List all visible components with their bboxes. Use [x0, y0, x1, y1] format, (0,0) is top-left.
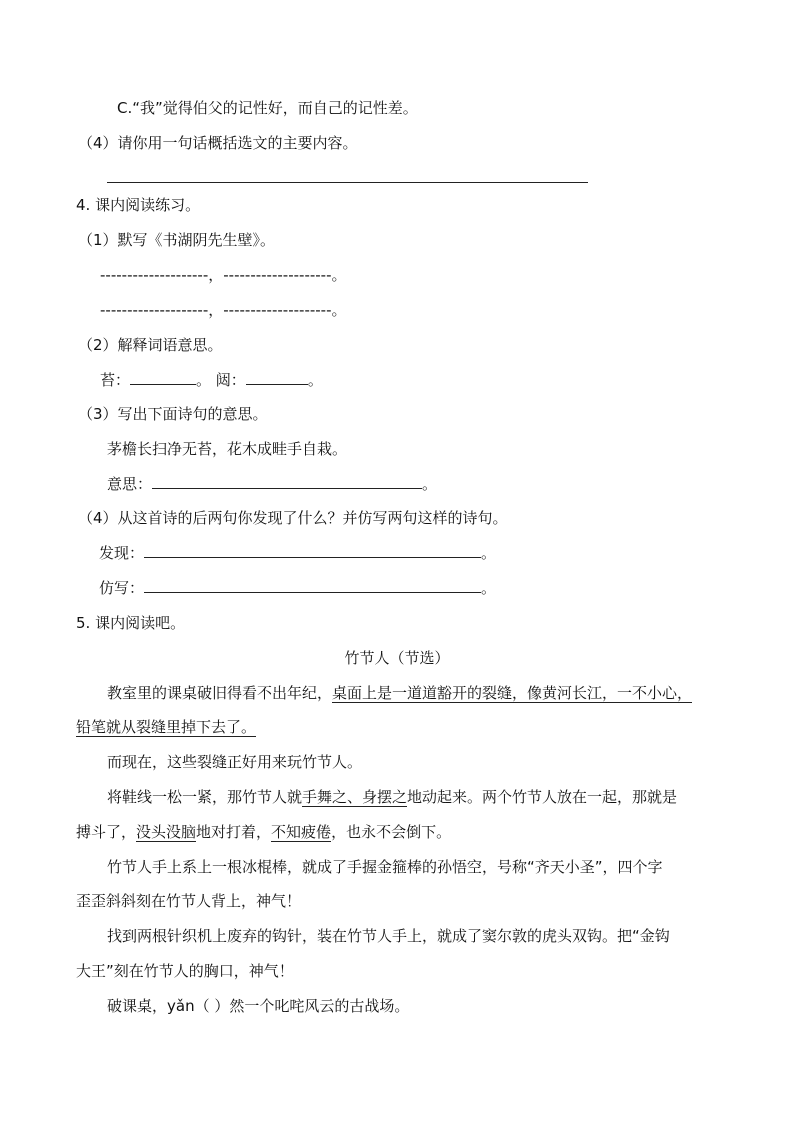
- imitate-row: [99, 578, 496, 598]
- p1-underlined-2: 铅笔就从裂缝里掉下去了。: [76, 718, 257, 736]
- answer-line[interactable]: [107, 182, 588, 183]
- p1-underlined: 桌面上是一道道豁开的裂缝，像黄河长江，一不小心，: [332, 684, 693, 702]
- option-c: C.“我”觉得伯父的记性好，而自己的记性差。: [117, 99, 418, 117]
- q4-title: 4. 课内阅读练习。: [76, 196, 201, 214]
- p3-text-a: 将鞋线一松一紧，那竹节人就: [107, 788, 303, 806]
- imitate-end: 。: [481, 579, 497, 597]
- discover-blank[interactable]: [144, 543, 481, 558]
- paragraph-5-line-2: 大王”刻在竹节人的胸口，神气！: [76, 962, 294, 980]
- p3-underlined-3: 不知疲倦: [271, 823, 332, 841]
- imitate-label: 仿写：: [99, 579, 145, 597]
- paragraph-4-line-2: 歪歪斜斜刻在竹节人背上，神气！: [76, 892, 302, 910]
- meaning-row: [107, 474, 437, 494]
- paragraph-3-line-2: [76, 822, 451, 842]
- word-2-label: 闼：: [215, 371, 246, 389]
- dictation-line-1[interactable]: --------------------，--------------------。: [100, 266, 347, 284]
- meaning-blank[interactable]: [152, 474, 422, 489]
- q4-sub3: （3）写出下面诗句的意思。: [78, 405, 268, 423]
- poem-line: 茅檐长扫净无苔，花木成畦手自栽。: [107, 440, 348, 458]
- p3-underlined-1: 手舞之、身摆之: [302, 788, 408, 806]
- p1-text: 教室里的课桌破旧得看不出年纪，: [107, 684, 333, 702]
- pinyin-answer-blank[interactable]: （ ）: [194, 997, 230, 1015]
- discover-label: 发现：: [99, 544, 145, 562]
- dictation-line-2[interactable]: --------------------，--------------------。: [100, 301, 347, 319]
- paragraph-3-line-1: [107, 787, 677, 807]
- meaning-end: 。: [422, 475, 438, 493]
- separator: 。: [196, 371, 216, 389]
- imitate-blank[interactable]: [144, 578, 481, 593]
- meaning-label: 意思：: [107, 475, 153, 493]
- q3-sub4: （4）请你用一句话概括选文的主要内容。: [78, 134, 358, 152]
- word-1-label: 苔：: [100, 371, 131, 389]
- passage-title: 竹节人（节选）: [344, 649, 450, 667]
- word-meaning-row: [100, 370, 323, 390]
- p6-text-b: 然一个叱咤风云的古战场。: [229, 997, 410, 1015]
- p3-text-b: 地动起来。两个竹节人放在一起，那就是: [407, 788, 678, 806]
- p3-text-e: ，也永不会倒下。: [331, 823, 452, 841]
- q5-title: 5. 课内阅读吧。: [76, 614, 186, 632]
- p6-text-a: 破课桌，: [107, 997, 168, 1015]
- q4-sub1: （1）默写《书湖阴先生壁》。: [78, 231, 276, 249]
- word-2-end: 。: [307, 371, 323, 389]
- p3-text-c: 搏斗了，: [76, 823, 137, 841]
- paragraph-5-line-1: 找到两根针织机上废弃的钩针，装在竹节人手上，就成了窦尔敦的虎头双钩。把“金钩: [107, 927, 670, 945]
- paragraph-1-line-2: [76, 717, 256, 737]
- paragraph-4-line-1: 竹节人手上系上一根冰棍棒，就成了手握金箍棒的孙悟空，号称“齐天小圣”，四个字: [107, 858, 663, 876]
- q4-sub2: （2）解释词语意思。: [78, 336, 223, 354]
- paragraph-6: [107, 996, 409, 1016]
- word-1-blank[interactable]: [130, 370, 196, 385]
- word-2-blank[interactable]: [246, 370, 308, 385]
- q4-sub4: （4）从这首诗的后两句你发现了什么？并仿写两句这样的诗句。: [78, 509, 508, 527]
- discover-row: [99, 543, 496, 563]
- paragraph-2: 而现在，这些裂缝正好用来玩竹节人。: [107, 753, 363, 771]
- pinyin: yǎn: [167, 997, 195, 1015]
- discover-end: 。: [481, 544, 497, 562]
- p3-text-d: 地对打着，: [196, 823, 272, 841]
- p3-underlined-2: 没头没脑: [136, 823, 197, 841]
- paragraph-1-line-1: [107, 683, 692, 703]
